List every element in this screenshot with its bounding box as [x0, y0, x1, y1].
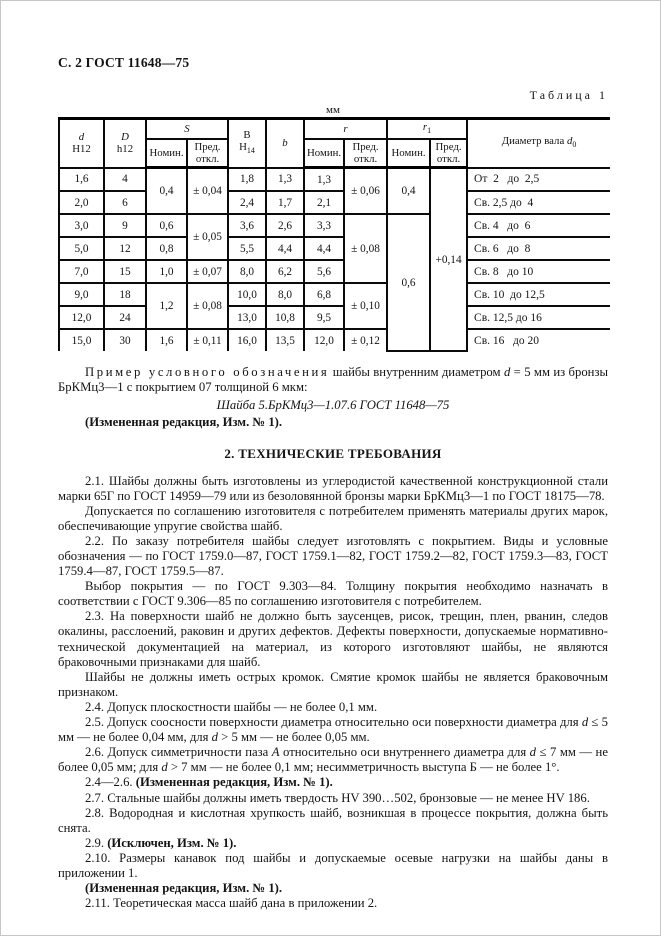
table-row	[59, 214, 610, 237]
table-cell: 7,0	[59, 260, 104, 283]
table-cell: 8,0	[266, 283, 304, 306]
table-cell: 5,0	[59, 237, 104, 260]
subheader-r1-nominal: Номин.	[387, 139, 430, 168]
table-cell: 10,0	[228, 283, 266, 306]
header-d: d H12	[59, 119, 104, 168]
table-row	[59, 237, 610, 260]
subheader-s-nominal: Номин.	[146, 139, 187, 168]
table-cell: 1,0	[146, 260, 187, 283]
table-cell: 9,5	[304, 306, 344, 329]
table-cell: 13,0	[228, 306, 266, 329]
table-cell: 1,6	[59, 168, 104, 192]
table-cell: 4,4	[304, 237, 344, 260]
table-row	[59, 260, 610, 283]
table-cell: 5,5	[228, 237, 266, 260]
table-cell: 15	[104, 260, 146, 283]
header-shaft-diameter: Диаметр вала $d_0$	[467, 119, 610, 168]
paragraph-2-9: 2.9. (Исключен, Изм. № 1).	[85, 835, 237, 850]
paragraph-2-1-cont: Допускается по соглашению изготовителя с потребителем применять материалы других марок, обеспечивающие упругие свойства шайб.	[58, 503, 608, 533]
table-row	[59, 168, 610, 192]
header-r1: $r_1$	[387, 119, 467, 140]
table-cell: ± 0,06	[344, 168, 387, 215]
paragraph-2-8: 2.8. Водородная и кислотная хрупкость шайб, возникшая в процессе покрытия, должна быть снята.	[58, 805, 608, 835]
dimensions-table	[58, 117, 610, 352]
table-cell: 1,8	[228, 168, 266, 192]
table-cell: ± 0,08	[344, 214, 387, 283]
table-row	[59, 283, 610, 306]
paragraph-2-2-cont: Выбор покрытия — по ГОСТ 9.303—84. Толщину покрытия необходимо назначать в соответствии с ГОСТ 9.306—85 по соглашению изготовителя с потребителем.	[58, 579, 608, 609]
table-cell: 0,4	[387, 168, 430, 215]
paragraph-2-4: 2.4. Допуск плоскостности шайбы — не более 0,1 мм.	[85, 699, 378, 714]
header-B: В $H_{14}$	[228, 119, 266, 168]
paragraph-2-7: 2.7. Стальные шайбы должны иметь твердость HV 390…502, бронзовые — не менее HV 186.	[85, 790, 590, 805]
paragraph-2-6: 2.6. Допуск симметричности паза А относительно оси внутреннего диаметра для d ≤ 7 мм — не более 0,05 мм; для d > 7 мм — не более 0,1 мм; несимметричность выступа Б — не более 1°.	[58, 745, 608, 775]
designation-line: Шайба 5.БрКМц3—1.07.6 ГОСТ 11648—75	[216, 398, 450, 413]
table-cell: 8,0	[228, 260, 266, 283]
paragraph-2-5: 2.5. Допуск соосности поверхности диаметра относительно оси поверхности диаметра для d ≤ 5 мм — не более 0,04 мм, для d > 5 мм — не более 0,05 мм.	[58, 715, 608, 745]
table-cell: 1,3	[304, 168, 344, 192]
amended-note: (Измененная редакция, Изм. № 1).	[85, 415, 283, 430]
table-cell: 12,0	[59, 306, 104, 329]
table-cell: 24	[104, 306, 146, 329]
table-cell: +0,14	[430, 168, 467, 352]
paragraph-2-3-cont: Шайбы не должны иметь острых кромок. Смятие кромок шайбы не является браковочным признаком.	[58, 669, 608, 699]
table-cell: 2,6	[266, 214, 304, 237]
table-cell: 6	[104, 191, 146, 214]
page-header: С. 2 ГОСТ 11648—75	[58, 55, 190, 70]
subheader-r-nominal: Номин.	[304, 139, 344, 168]
table-cell: 12	[104, 237, 146, 260]
subheader-r1-deviation: Пред. откл.	[430, 139, 467, 168]
header-D: D h12	[104, 119, 146, 168]
subheader-s-deviation: Пред. откл.	[187, 139, 228, 168]
paragraph-2-3: 2.3. На поверхности шайб не должно быть заусенцев, рисок, трещин, плен, рванин, следов окалины, расслоений, раковин и других дефектов. Дефекты поверхности, допускаемые нормативно-технической документацией на материал, из которого изготовляют шайбы, не являются браковочными признаками для шайб.	[58, 609, 608, 669]
table-row	[59, 191, 610, 214]
header-r: r	[304, 119, 387, 140]
table-cell: 2,1	[304, 191, 344, 214]
table-cell: 3,6	[228, 214, 266, 237]
paragraph-2-2: 2.2. По заказу потребителя шайбы следует изготовлять с покрытием. Виды и условные обозначения — по ГОСТ 1759.0—87, ГОСТ 1759.1—82, ГОСТ 1759.2—82, ГОСТ 1759.3—83, ГОСТ 1759.4—87, ГОСТ 1759.5—87.	[58, 533, 608, 579]
unit-label: мм	[326, 104, 340, 116]
table-cell: ± 0,11	[187, 329, 228, 351]
paragraph-2-4-2-6-amended: 2.4—2.6. (Измененная редакция, Изм. № 1).	[85, 775, 333, 790]
table-cell: 3,3	[304, 214, 344, 237]
table-cell: 0,4	[146, 168, 187, 215]
table-cell: 0,8	[146, 237, 187, 260]
table-cell: 0,6	[146, 214, 187, 237]
subheader-r-deviation: Пред. откл.	[344, 139, 387, 168]
table-cell: 15,0	[59, 329, 104, 351]
table-cell: Св. 8 до 10	[467, 260, 610, 283]
table-cell: Св. 2,5 до 4	[467, 191, 610, 214]
paragraph-2-1: 2.1. Шайбы должны быть изготовлены из углеродистой качественной конструкционной стали марки 65Г по ГОСТ 14959—79 или из безоловянной бронзы марки БрКМц3—1 по ГОСТ 18175—78.	[58, 473, 608, 503]
table-cell: 2,4	[228, 191, 266, 214]
table-cell: 6,2	[266, 260, 304, 283]
table-caption: Таблица 1	[529, 88, 608, 102]
table-cell: 16,0	[228, 329, 266, 351]
table-cell: 1,6	[146, 329, 187, 351]
table-cell: 4	[104, 168, 146, 192]
table-cell: Св. 6 до 8	[467, 237, 610, 260]
table-header-row-1	[59, 119, 610, 140]
paragraph-amended-note-2: (Измененная редакция, Изм. № 1).	[85, 881, 283, 896]
paragraph-2-10: 2.10. Размеры канавок под шайбы и допускаемые осевые нагрузки на шайбы даны в приложении 1.	[58, 850, 608, 880]
table-cell: ± 0,04	[187, 168, 228, 215]
table-cell: Св. 12,5 до 16	[467, 306, 610, 329]
table-cell: ± 0,08	[187, 283, 228, 329]
table-cell: 3,0	[59, 214, 104, 237]
table-cell: От 2 до 2,5	[467, 168, 610, 192]
table-cell: Св. 10 до 12,5	[467, 283, 610, 306]
header-S: S	[146, 119, 228, 140]
table-row	[59, 306, 610, 329]
table-cell: 4,4	[266, 237, 304, 260]
page-content	[1, 1, 660, 911]
table-row	[59, 329, 610, 351]
table-cell: 1,3	[266, 168, 304, 192]
table-cell: ± 0,12	[344, 329, 387, 351]
table-cell: 30	[104, 329, 146, 351]
paragraph-2-11: 2.11. Теоретическая масса шайб дана в приложении 2.	[85, 896, 378, 911]
table-cell: 6,8	[304, 283, 344, 306]
table-cell: ± 0,07	[187, 260, 228, 283]
table-cell: 9	[104, 214, 146, 237]
table-cell: ± 0,05	[187, 214, 228, 260]
table-cell: 0,6	[387, 214, 430, 351]
table-cell: 1,7	[266, 191, 304, 214]
table-cell: 18	[104, 283, 146, 306]
table-cell: 1,2	[146, 283, 187, 329]
table-cell: 5,6	[304, 260, 344, 283]
table-cell: 12,0	[304, 329, 344, 351]
table-cell: ± 0,10	[344, 283, 387, 329]
section-title: 2. ТЕХНИЧЕСКИЕ ТРЕБОВАНИЯ	[224, 445, 442, 461]
header-b: b	[266, 119, 304, 168]
table-cell: 13,5	[266, 329, 304, 351]
table-cell: 2,0	[59, 191, 104, 214]
designation-example-text: Пример условного обозначения шайбы внутренним диаметром d = 5 мм из бронзы БрКМц3—1 с покрытием 07 толщиной 6 мкм:	[58, 365, 609, 395]
table-cell: Св. 4 до 6	[467, 214, 610, 237]
table-cell: Св. 16 до 20	[467, 329, 610, 351]
table-cell: 10,8	[266, 306, 304, 329]
table-cell: 9,0	[59, 283, 104, 306]
